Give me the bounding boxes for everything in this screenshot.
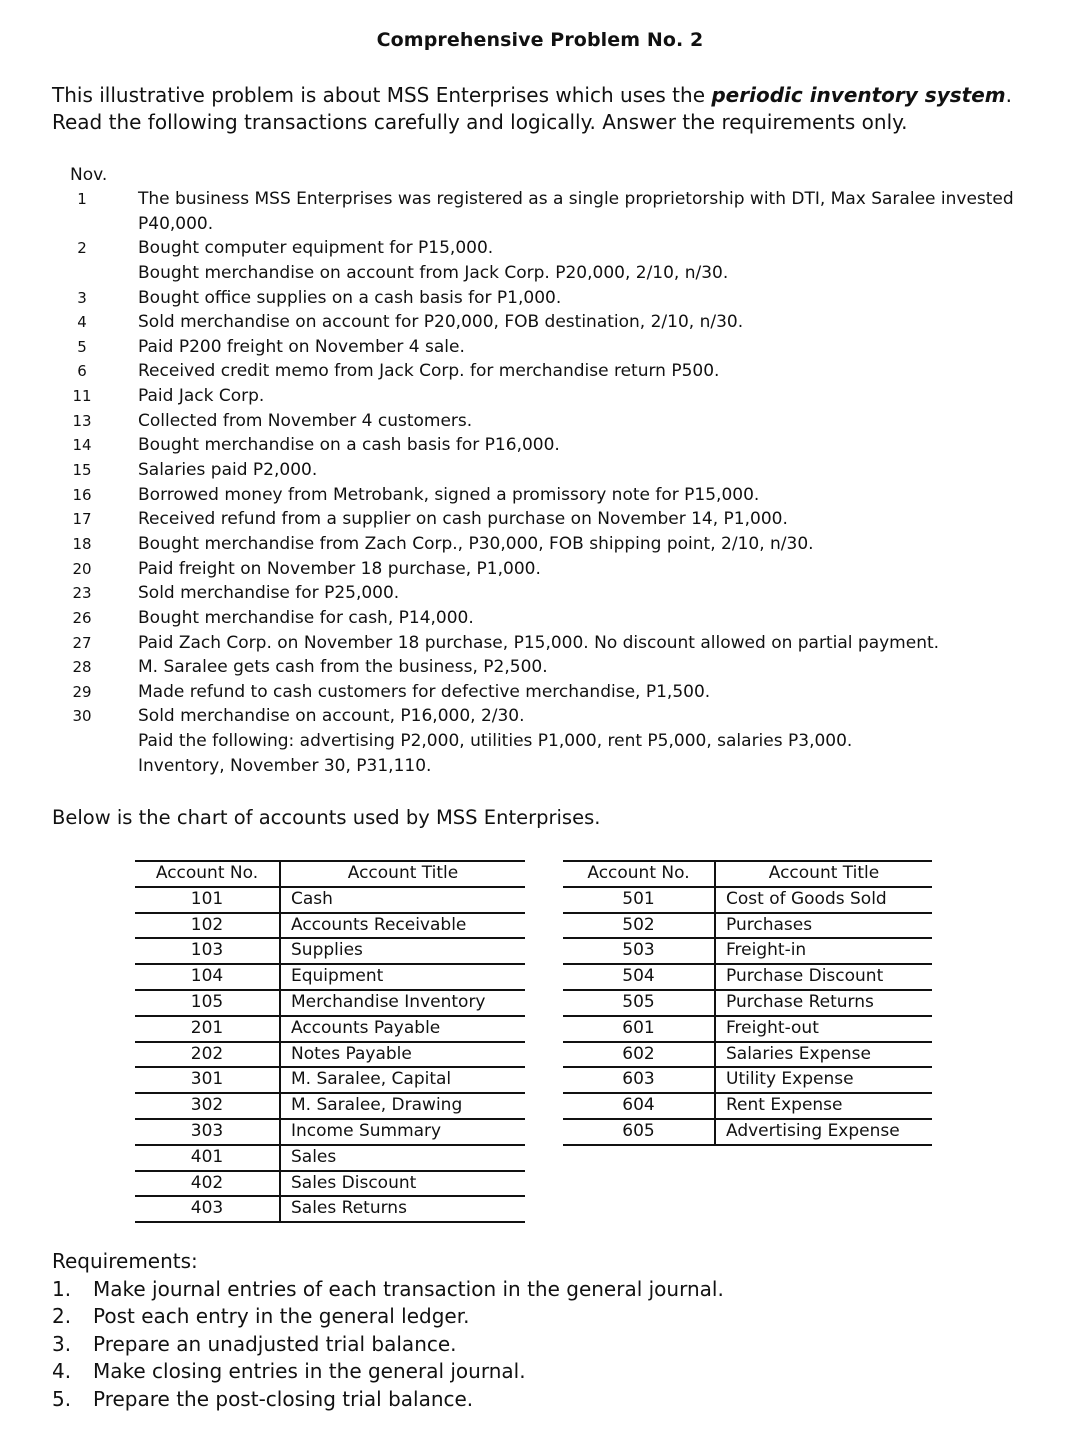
account-number: 302 <box>135 1093 280 1119</box>
account-number: 104 <box>135 964 280 990</box>
account-title: Cash <box>280 887 525 913</box>
table-row <box>563 913 932 939</box>
requirement-text: Prepare an unadjusted trial balance. <box>93 1331 457 1356</box>
table-row <box>135 1042 525 1068</box>
requirement-text: Make closing entries in the general journal. <box>93 1359 526 1384</box>
transaction-row <box>0 507 1080 532</box>
account-title: M. Saralee, Capital <box>280 1067 525 1093</box>
transaction-text: Bought computer equipment for P15,000. <box>138 238 494 259</box>
transaction-row <box>0 359 1080 384</box>
account-number: 401 <box>135 1145 280 1171</box>
requirement-number: 3. <box>52 1331 72 1356</box>
table-row <box>135 1119 525 1145</box>
transaction-day: 30 <box>72 707 92 726</box>
account-title: Freight-out <box>715 1016 932 1042</box>
transaction-day: 20 <box>72 559 92 578</box>
transaction-text: Paid the following: advertising P2,000, utilities P1,000, rent P5,000, salaries P3,000. <box>138 731 853 752</box>
transaction-row <box>0 729 1080 754</box>
transaction-row <box>0 433 1080 458</box>
account-title: Salaries Expense <box>715 1042 932 1068</box>
account-number: 103 <box>135 938 280 964</box>
table-row <box>563 990 932 1016</box>
account-title: Freight-in <box>715 938 932 964</box>
account-number: 502 <box>563 913 715 939</box>
table-row <box>563 1119 932 1145</box>
transaction-row <box>0 532 1080 557</box>
column-header-account-no: Account No. <box>563 861 715 887</box>
transaction-day: 3 <box>77 288 87 307</box>
transaction-text: Borrowed money from Metrobank, signed a promissory note for P15,000. <box>138 484 760 505</box>
intro-paragraph <box>52 82 1042 136</box>
requirement-number: 2. <box>52 1304 72 1329</box>
transaction-text: Paid Jack Corp. <box>138 386 265 407</box>
transaction-text: Received credit memo from Jack Corp. for merchandise return P500. <box>138 361 720 382</box>
account-number: 602 <box>563 1042 715 1068</box>
account-title: Utility Expense <box>715 1067 932 1093</box>
account-title: M. Saralee, Drawing <box>280 1093 525 1119</box>
account-number: 403 <box>135 1196 280 1222</box>
transaction-text: Sold merchandise for P25,000. <box>138 583 400 604</box>
transaction-text: M. Saralee gets cash from the business, P2,500. <box>138 657 548 678</box>
account-number: 101 <box>135 887 280 913</box>
table-row <box>563 887 932 913</box>
table-row <box>135 964 525 990</box>
transaction-row <box>0 409 1080 434</box>
transaction-row <box>0 286 1080 311</box>
requirement-text: Make journal entries of each transaction in the general journal. <box>93 1277 724 1301</box>
account-title: Accounts Receivable <box>280 913 525 939</box>
transaction-row <box>0 483 1080 508</box>
account-number: 402 <box>135 1171 280 1197</box>
transaction-day: 13 <box>72 411 92 430</box>
transaction-day: 23 <box>72 584 92 603</box>
transaction-day: 26 <box>72 608 92 627</box>
transaction-text: Bought merchandise for cash, P14,000. <box>138 607 474 628</box>
account-number: 501 <box>563 887 715 913</box>
column-header-account-title: Account Title <box>280 861 525 887</box>
transaction-row <box>0 384 1080 409</box>
table-row <box>135 1196 525 1222</box>
transaction-text: Sold merchandise on account for P20,000, FOB destination, 2/10, n/30. <box>138 312 744 333</box>
transaction-row <box>0 631 1080 656</box>
transaction-row <box>0 335 1080 360</box>
transaction-day: 4 <box>77 313 87 332</box>
account-title: Rent Expense <box>715 1093 932 1119</box>
transaction-list <box>0 187 1080 778</box>
transaction-day: 28 <box>72 658 92 677</box>
transaction-row <box>0 557 1080 582</box>
transaction-text: Bought merchandise on account from Jack Corp. P20,000, 2/10, n/30. <box>138 262 729 283</box>
transaction-text: Made refund to cash customers for defective merchandise, P1,500. <box>138 681 711 702</box>
transaction-row <box>0 754 1080 779</box>
account-title: Equipment <box>280 964 525 990</box>
account-title: Advertising Expense <box>715 1119 932 1145</box>
account-number: 202 <box>135 1042 280 1068</box>
account-title: Notes Payable <box>280 1042 525 1068</box>
transaction-day: 14 <box>72 436 92 455</box>
transaction-row <box>0 458 1080 483</box>
account-number: 301 <box>135 1067 280 1093</box>
table-row <box>563 964 932 990</box>
requirement-number: 1. <box>52 1277 72 1301</box>
transaction-row <box>0 606 1080 631</box>
account-number: 503 <box>563 938 715 964</box>
transaction-text: Salaries paid P2,000. <box>138 460 318 481</box>
transaction-text: Paid freight on November 18 purchase, P1,000. <box>138 558 541 579</box>
chart-intro: Below is the chart of accounts used by MSS Enterprises. <box>52 806 601 829</box>
table-header-row <box>135 861 525 887</box>
transaction-day: 15 <box>72 461 92 480</box>
transaction-text: Received refund from a supplier on cash purchase on November 14, P1,000. <box>138 509 788 530</box>
account-number: 504 <box>563 964 715 990</box>
table-header-row <box>563 861 932 887</box>
transaction-text: Collected from November 4 customers. <box>138 410 473 431</box>
transaction-text: Paid P200 freight on November 4 sale. <box>138 336 465 357</box>
transaction-row <box>0 236 1080 261</box>
account-title: Accounts Payable <box>280 1016 525 1042</box>
table-row <box>135 1093 525 1119</box>
account-title: Merchandise Inventory <box>280 990 525 1016</box>
intro-text-start: This illustrative problem is about MSS Enterprises which uses the <box>52 83 712 107</box>
column-header-account-title: Account Title <box>715 861 932 887</box>
page-title: Comprehensive Problem No. 2 <box>376 29 704 51</box>
account-number: 605 <box>563 1119 715 1145</box>
table-row <box>563 938 932 964</box>
account-number: 201 <box>135 1016 280 1042</box>
table-row <box>135 913 525 939</box>
transaction-day: 11 <box>72 387 92 406</box>
transaction-row <box>0 310 1080 335</box>
account-title: Sales Returns <box>280 1196 525 1222</box>
transaction-day: 27 <box>72 633 92 652</box>
transaction-text: Bought merchandise from Zach Corp., P30,000, FOB shipping point, 2/10, n/30. <box>138 533 814 554</box>
account-title: Supplies <box>280 938 525 964</box>
table-row <box>563 1093 932 1119</box>
account-title: Sales <box>280 1145 525 1171</box>
requirement-number: 4. <box>52 1359 72 1384</box>
transaction-text: Bought merchandise on a cash basis for P16,000. <box>138 435 560 456</box>
table-row <box>135 938 525 964</box>
transaction-day: 29 <box>72 682 92 701</box>
table-row <box>135 1145 525 1171</box>
table-row <box>135 887 525 913</box>
chart-of-accounts-right <box>563 860 932 1146</box>
account-title: Purchases <box>715 913 932 939</box>
table-row <box>135 1016 525 1042</box>
transaction-text: Inventory, November 30, P31,110. <box>138 755 432 776</box>
transaction-text: Bought office supplies on a cash basis for P1,000. <box>138 287 562 308</box>
table-row <box>135 1171 525 1197</box>
account-number: 303 <box>135 1119 280 1145</box>
account-number: 102 <box>135 913 280 939</box>
table-row <box>135 990 525 1016</box>
transaction-row <box>0 655 1080 680</box>
transaction-row <box>0 187 1080 212</box>
account-title: Sales Discount <box>280 1171 525 1197</box>
account-number: 105 <box>135 990 280 1016</box>
transaction-row <box>0 212 1080 237</box>
requirement-text: Post each entry in the general ledger. <box>93 1304 470 1329</box>
account-title: Purchase Returns <box>715 990 932 1016</box>
transaction-day: 2 <box>77 239 87 258</box>
transaction-row <box>0 680 1080 705</box>
transaction-row <box>0 704 1080 729</box>
table-row <box>563 1042 932 1068</box>
intro-text-end: . Read the following transactions carefully and logically. Answer the requirements only. <box>52 83 1012 134</box>
transaction-day: 16 <box>72 485 92 504</box>
transaction-day: 1 <box>77 190 87 208</box>
chart-of-accounts-left <box>135 860 525 1223</box>
table-row <box>563 1016 932 1042</box>
transaction-row <box>0 261 1080 286</box>
account-title: Income Summary <box>280 1119 525 1145</box>
transaction-day: 5 <box>77 337 87 356</box>
transaction-row <box>0 581 1080 606</box>
account-number: 505 <box>563 990 715 1016</box>
transaction-text: Paid Zach Corp. on November 18 purchase, P15,000. No discount allowed on partial payment. <box>138 632 940 653</box>
month-label: Nov. <box>70 165 108 185</box>
table-row <box>135 1067 525 1093</box>
transaction-text: Sold merchandise on account, P16,000, 2/30. <box>138 706 525 727</box>
transaction-text: P40,000. <box>138 213 214 234</box>
requirements-heading: Requirements: <box>52 1249 198 1273</box>
transaction-day: 17 <box>72 510 92 529</box>
transaction-text: The business MSS Enterprises was registered as a single proprietorship with DTI, Max Saralee invested <box>138 189 1014 209</box>
account-title: Cost of Goods Sold <box>715 887 932 913</box>
account-number: 604 <box>563 1093 715 1119</box>
account-number: 603 <box>563 1067 715 1093</box>
intro-emphasis: periodic inventory system <box>711 83 1006 107</box>
column-header-account-no: Account No. <box>135 861 280 887</box>
transaction-day: 18 <box>72 534 92 553</box>
transaction-day: 6 <box>77 362 87 381</box>
requirement-text: Prepare the post-closing trial balance. <box>93 1386 474 1411</box>
table-row <box>563 1067 932 1093</box>
account-number: 601 <box>563 1016 715 1042</box>
requirement-number: 5. <box>52 1386 72 1411</box>
account-title: Purchase Discount <box>715 964 932 990</box>
